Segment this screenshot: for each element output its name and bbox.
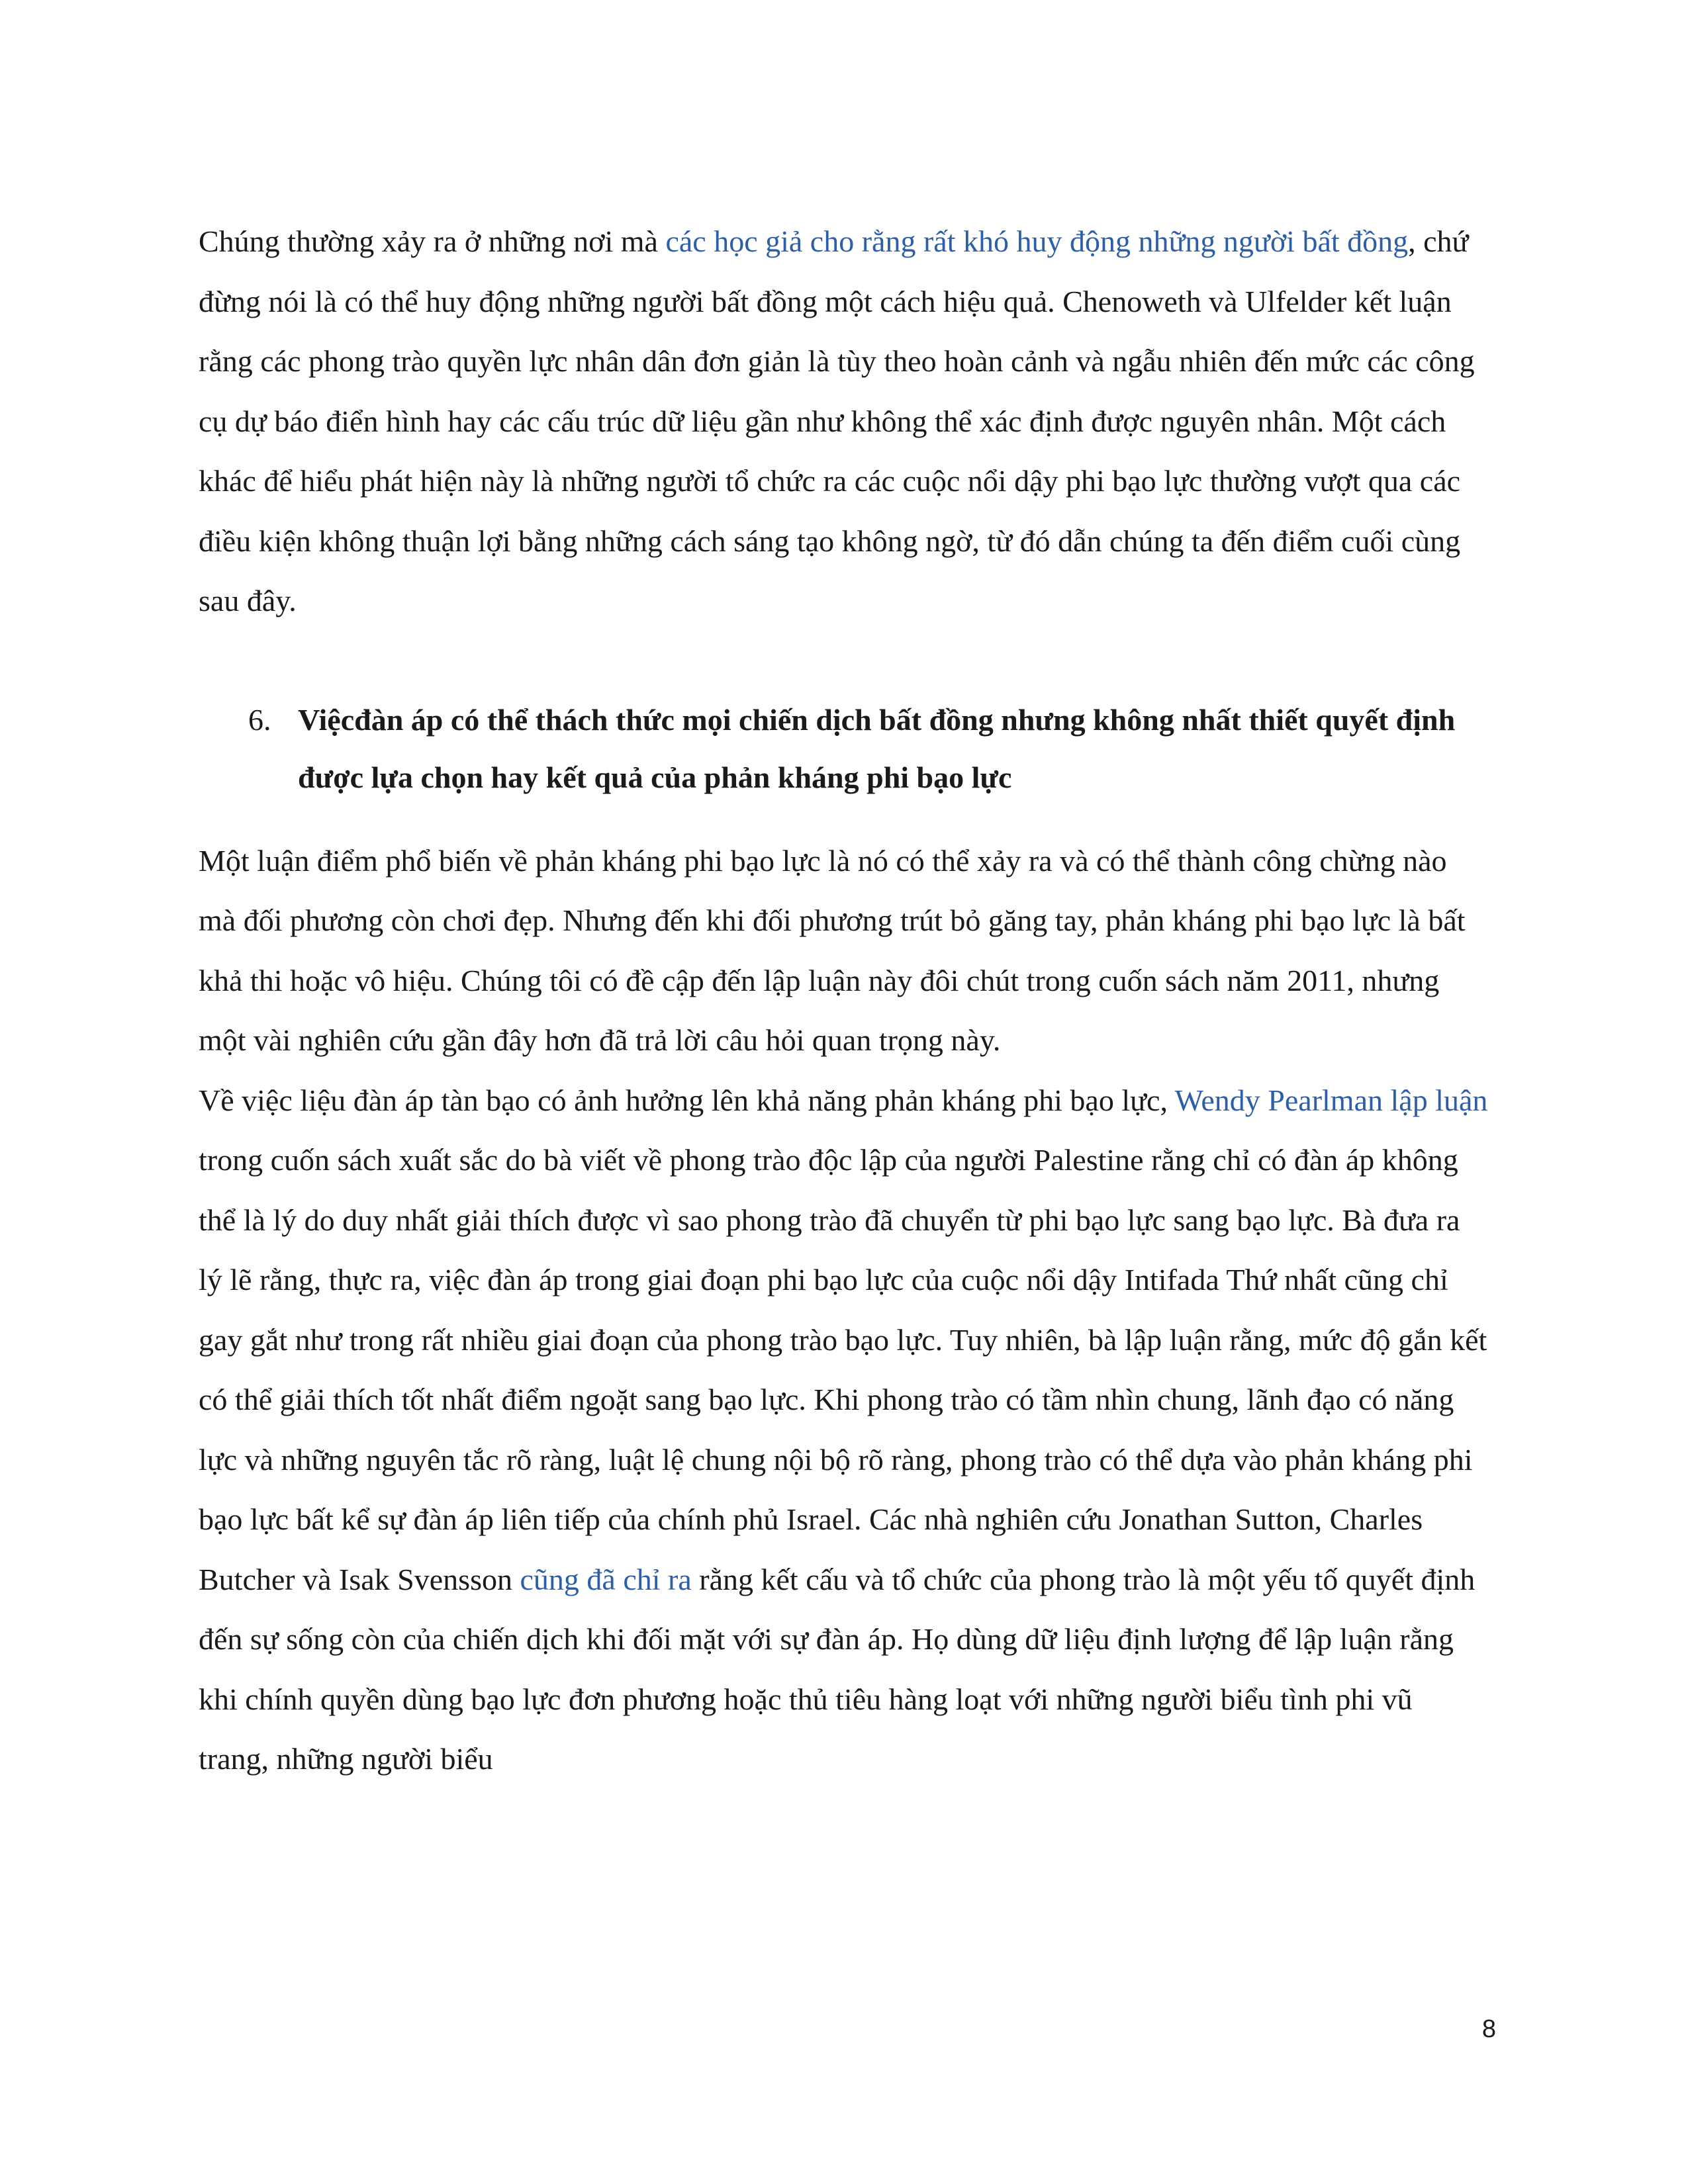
link-scholars-mobilize[interactable]: các học giả cho rằng rất khó huy động những người bất đồng: [665, 224, 1409, 258]
link-also-shown[interactable]: cũng đã chỉ ra: [520, 1562, 692, 1596]
paragraph-1-text-a: Chúng thường xảy ra ở những nơi mà: [199, 224, 666, 258]
paragraph-2: Một luận điểm phổ biến về phản kháng phi bạo lực là nó có thể xảy ra và có thể thành công chừng nào mà đối phương còn chơi đẹp. Nhưng đến khi đối phương trút bỏ găng tay, phản kháng phi bạo lực là bất khả thi hoặc vô hiệu. Chúng tôi có đề cập đến lập luận này đôi chút trong cuốn sách năm 2011, nhưng một vài nghiên cứu gần đây hơn đã trả lời câu hỏi quan trọng này.: [199, 843, 1466, 1057]
paragraph-3: [199, 1071, 1489, 1790]
paragraph-1: [199, 212, 1489, 631]
paragraph-3-text-c: rằng kết cấu và tổ chức của phong trào là một yếu tố quyết định đến sự sống còn của chiến dịch khi đối mặt với sự đàn áp. Họ dùng dữ liệu định lượng để lập luận rằng khi chính quyền dùng bạo lực đơn phương hoặc thủ tiêu hàng loạt với những người biểu tình phi vũ trang, những người biểu: [199, 1562, 1476, 1776]
link-wendy-pearlman[interactable]: Wendy Pearlman lập luận: [1174, 1083, 1488, 1117]
section-heading-text: Việcđàn áp có thể thách thức mọi chiến dịch bất đồng nhưng không nhất thiết quyết định được lựa chọn hay kết quả của phản kháng phi bạo lực: [298, 702, 1456, 794]
document-body: [199, 212, 1489, 1790]
paragraph-3-text-a: Về việc liệu đàn áp tàn bạo có ảnh hưởng lên khả năng phản kháng phi bạo lực,: [199, 1083, 1175, 1117]
paragraph-3-text-b: trong cuốn sách xuất sắc do bà viết về phong trào độc lập của người Palestine rằng chỉ có đàn áp không thể là lý do duy nhất giải thích được vì sao phong trào đã chuyển từ phi bạo lực sang bạo lực. Bà đưa ra lý lẽ rằng, thực ra, việc đàn áp trong giai đoạn phi bạo lực của cuộc nổi dậy Intifada Thứ nhất cũng chỉ gay gắt như trong rất nhiều giai đoạn của phong trào bạo lực. Tuy nhiên, bà lập luận rằng, mức độ gắn kết có thể giải thích tốt nhất điểm ngoặt sang bạo lực. Khi phong trào có tầm nhìn chung, lãnh đạo có năng lực và những nguyên tắc rõ ràng, luật lệ chung nội bộ rõ ràng, phong trào có thể dựa vào phản kháng phi bạo lực bất kể sự đàn áp liên tiếp của chính phủ Israel. Các nhà nghiên cứu Jonathan Sutton, Charles Butcher và Isak Svensson: [199, 1143, 1487, 1596]
page-number: 8: [1481, 2015, 1496, 2043]
section-heading-number: 6.: [248, 702, 271, 737]
section-heading-6: [199, 691, 1489, 806]
paragraph-1-text-b: , chứ đừng nói là có thể huy động những người bất đồng một cách hiệu quả. Chenoweth và Ulfelder kết luận rằng các phong trào quyền lực nhân dân đơn giản là tùy theo hoàn cảnh và ngẫu nhiên đến mức các công cụ dự báo điển hình hay các cấu trúc dữ liệu gần như không thể xác định được nguyên nhân. Một cách khác để hiểu phát hiện này là những người tổ chức ra các cuộc nổi dậy phi bạo lực thường vượt qua các điều kiện không thuận lợi bằng những cách sáng tạo không ngờ, từ đó dẫn chúng ta đến điểm cuối cùng sau đây.: [199, 224, 1475, 617]
